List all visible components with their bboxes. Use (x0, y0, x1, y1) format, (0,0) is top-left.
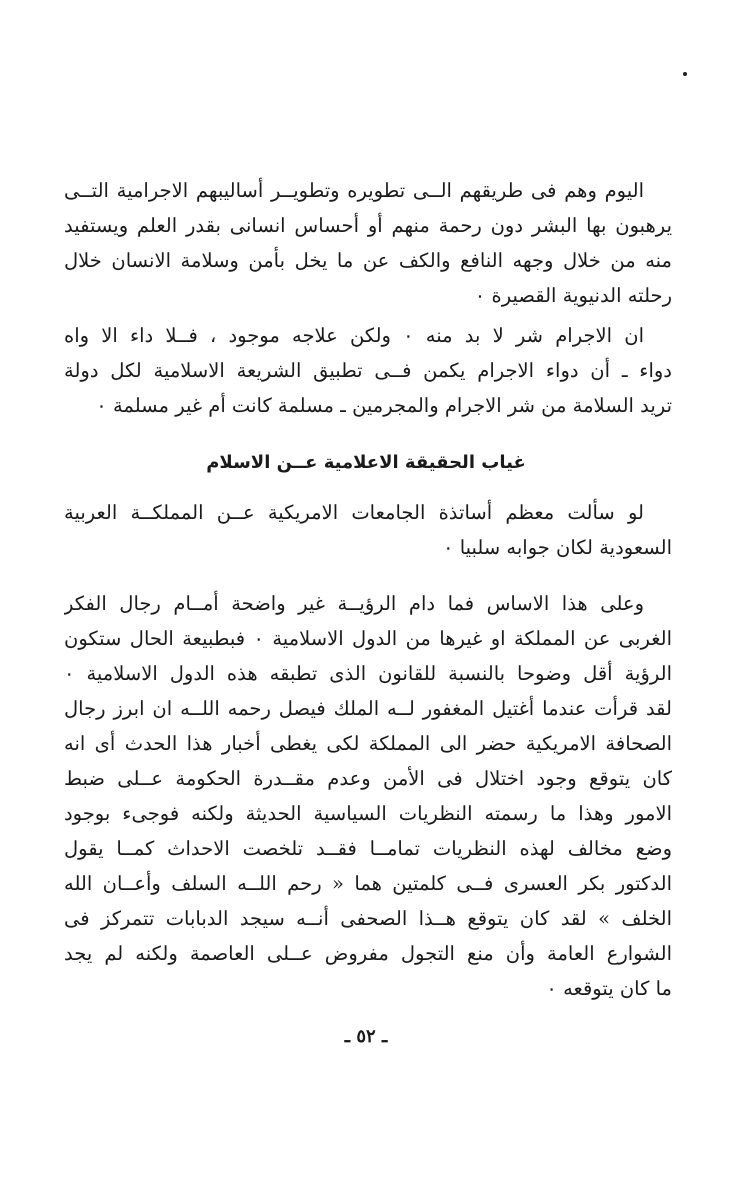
text-line: ما كان يتوقعه ٠ (546, 977, 672, 1000)
text-line: الخلف » لقد كان يتوقع هــذا الصحفى أنــه سيجد الدبابات تتمركز فى (64, 907, 672, 930)
page-number: ـ ٥٢ ـ (344, 1026, 388, 1047)
paragraph-4 (64, 586, 672, 1006)
text-line: الغربى عن المملكة او غيرها من الدول الاسلامية ٠ فبطبيعة الحال ستكون (64, 627, 672, 650)
print-speck (683, 72, 687, 76)
text-line: وعلى هذا الاساس فما دام الرؤيــة غير واضحة أمــام رجال الفكر (64, 592, 644, 615)
text-line: لو سألت معظم أساتذة الجامعات الامريكية عــن المملكــة العربية (64, 501, 644, 524)
text-line: الامور وهذا ما رسمته النظريات السياسية الحديثة ولكنه فوجىء بوجود (64, 802, 672, 825)
text-line: رحلته الدنيوية القصيرة ٠ (474, 284, 672, 307)
text-line: وضع مخالف لهذه النظريات تمامــا فقــد تلخصت الاحداث كمــا يقول (64, 837, 672, 860)
paragraph-2 (64, 318, 672, 423)
text-line: الشوارع العامة وأن منع التجول مفروض عــلى العاصمة ولكنه لم يجد (64, 942, 672, 965)
text-line: تريد السلامة من شر الاجرام والمجرمين ـ مسلمة كانت أم غير مسلمة ٠ (96, 394, 672, 417)
text-line: يرهبون بها البشر دون رحمة منهم أو أحساس انسانى بقدر العلم ويستفيد (64, 214, 672, 237)
text-line: الصحافة الامريكية حضر الى المملكة لكى يغطى أخبار هذا الحدث أى انه (64, 732, 672, 755)
text-line: الرؤية أقل وضوحا بالنسبة للقانون الذى تطبقه هذه الدول الاسلامية ٠ (64, 662, 672, 685)
text-line: لقد قرأت عندما أغتيل المغفور لــه الملك فيصل رحمه اللــه ان ابرز رجال (64, 697, 672, 720)
text-line: ان الاجرام شر لا بد منه ٠ ولكن علاجه موجود ، فــلا داء الا واه (64, 324, 644, 347)
text-line: دواء ـ أن دواء الاجرام يكمن فــى تطبيق الشريعة الاسلامية لكل دولة (64, 359, 672, 382)
text-line: الدكتور بكر العسرى فــى كلمتين هما « رحم اللــه السلف وأعــان الله (64, 872, 672, 895)
section-heading: غياب الحقيقة الاعلامية عــن الاسلام (206, 452, 526, 473)
paragraph-3 (64, 495, 672, 565)
text-line: كان يتوقع وجود اختلال فى الأمن وعدم مقــدرة الحكومة عــلى ضبط (64, 767, 672, 790)
paragraph-1 (64, 173, 672, 313)
text-line: اليوم وهم فى طريقهم الــى تطويره وتطويــر أساليبهم الاجرامية التــى (64, 179, 644, 202)
text-line: منه من خلال وجهه النافع والكف عن ما يخل بأمن وسلامة الانسان خلال (64, 249, 672, 272)
text-line: السعودية لكان جوابه سلبيا ٠ (443, 536, 672, 559)
